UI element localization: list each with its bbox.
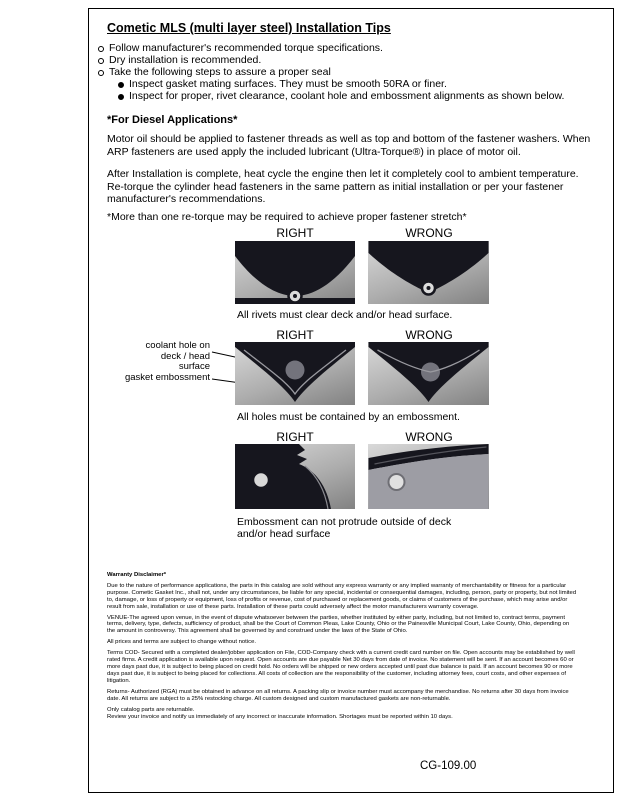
rivet-center-dot (293, 294, 297, 298)
gasket-shape (235, 444, 331, 509)
tip-item (98, 66, 598, 78)
legal-paragraph: Returns- Authorized (RGA) must be obtained in advance on all returns. A packing slip or invoice number must accompany the merchandise. No returns after 30 days from invoice date. All returns are subject to a 25% restocking charge. All custom designed and custom manufactured gaskets are non-returnable. (107, 688, 569, 702)
embossment-caption: Embossment can not protrude outside of deck and/or head surface (237, 516, 452, 540)
legal-paragraph: Due to the nature of performance applications, the parts in this catalog are sold without any express warranty or any implied warranty of merchantability or fitness for a particular purpose. Cometic Gasket Inc., shall not, under any circumstances, be liable for any special, incidental or consequential damages, including, person, party or property, but not limited to, damage, or loss of property or equipment, loss of profits or revenue, cost of purchased or replacement goods, or claims of customers of the purchase, which may arise and/or result from sale, installation or use of these parts. Installation of these parts could adversely affect the motor manufacturers warranty coverage. (107, 582, 577, 610)
filled-bullet-icon (118, 94, 124, 100)
tip-text: Inspect gasket mating surfaces. They must be smooth 50RA or finer. (129, 78, 447, 90)
gasket-embossment-callout: gasket embossment (124, 372, 210, 383)
legal-paragraph: All prices and terms are subject to change without notice. (107, 639, 256, 646)
head-surface-shape (235, 241, 355, 296)
page-title: Cometic MLS (multi layer steel) Installation Tips (107, 21, 391, 35)
legal-section (107, 572, 579, 725)
diagram-rivet-right (235, 241, 355, 304)
open-bullet-icon (98, 70, 104, 76)
embossment-right-illustration (235, 444, 355, 509)
tip-text: Take the following steps to assure a proper seal (109, 66, 331, 78)
diagram-embossment-right (235, 444, 355, 509)
wrong-label: WRONG (405, 328, 453, 342)
rivet-caption: All rivets must clear deck and/or head surface. (237, 309, 453, 321)
coolant-hole-callout: coolant hole on deck / head surface (145, 340, 210, 372)
open-bullet-icon (98, 46, 104, 52)
tip-sub-item (118, 90, 598, 102)
tip-text: Dry installation is recommended. (109, 54, 262, 66)
embossment-wrong-illustration (368, 444, 489, 509)
legal-paragraph: Terms COD- Secured with a completed dealer/jobber application on File, COD-Company check with a current credit card number on file. Open accounts may be established by well rated firms. A credit application is available upon request. Open accounts are due payable Net 30 days from date of invoice. No statement will be sent. If an account becomes 60 or more days past due, it is subject to being placed on credit hold. No orders will be shipped or new orders accepted until past due balance is paid. If an account becomes 90 or more days past due, it is subject to being placed for collections. All costs of collection are the responsibility of the customer, including attorney fees, court costs, and other expenses of litigation. (107, 650, 575, 684)
legal-paragraph: Only catalog parts are returnable. (107, 706, 195, 713)
tip-item (98, 54, 598, 66)
tips-list (98, 42, 598, 102)
legal-paragraph: Review your invoice and notify us immediately of any incorrect or inaccurate information. Shortages must be reported within 10 days. (107, 714, 453, 721)
open-bullet-icon (98, 58, 104, 64)
coolant-hole (286, 361, 305, 380)
diagram-embossment-wrong (368, 444, 489, 509)
diesel-paragraph-1: Motor oil should be applied to fastener threads as well as top and bottom of the fastener washers. When ARP fasteners are used apply the included lubricant (Ultra-Torque®) in place of motor oil. (107, 133, 591, 158)
right-label: RIGHT (276, 328, 314, 342)
wrong-label: WRONG (405, 226, 453, 240)
diesel-applications-heading: *For Diesel Applications* (107, 114, 238, 126)
hole-caption: All holes must be contained by an embossment. (237, 411, 460, 423)
bolt-hole (253, 472, 269, 488)
hole-right-illustration (235, 342, 355, 405)
rivet-right-illustration (235, 241, 355, 304)
tip-text: Follow manufacturer's recommended torque specifications. (109, 42, 383, 54)
wrong-label: WRONG (405, 430, 453, 444)
tip-item (98, 42, 598, 54)
right-label: RIGHT (276, 226, 314, 240)
tip-sub-item (118, 78, 598, 90)
bolt-hole (389, 474, 405, 490)
rivet-wrong-illustration (368, 241, 489, 304)
page-code: CG-109.00 (420, 760, 477, 772)
right-label: RIGHT (276, 430, 314, 444)
rivet-center-dot (427, 286, 431, 290)
legal-paragraph: VENUE-The agreed upon venue, in the event of dispute whatsoever between the parties, whether instituted by either party, including, but not limited to, contract terms, payment terms, delivery, type, defects, sufficiency of product, shall be the Court of Common Pleas, Lake County, Ohio or the Painesville Municipal Court, Lake County, Ohio, depending on the amount in controversy. This agreement shall be governed by and construed under the laws of the State of Ohio. (107, 614, 570, 635)
warranty-disclaimer-heading: Warranty Disclaimer* (107, 572, 167, 578)
diagram-hole-wrong (368, 342, 489, 405)
retorque-note: *More than one re-torque may be required to achieve proper fastener stretch* (107, 211, 467, 223)
filled-bullet-icon (118, 82, 124, 88)
diagram-rivet-wrong (368, 241, 489, 304)
diesel-paragraph-2: After Installation is complete, heat cycle the engine then let it completely cool to ambient temperature. Re-torque the cylinder head fasteners in the same pattern as initial installation or per your fastener manufacturer's recommendations. (107, 168, 579, 205)
tip-text: Inspect for proper, rivet clearance, coolant hole and embossment alignments as shown below. (129, 90, 565, 102)
hole-wrong-illustration (368, 342, 489, 405)
diagram-hole-right (235, 342, 355, 405)
